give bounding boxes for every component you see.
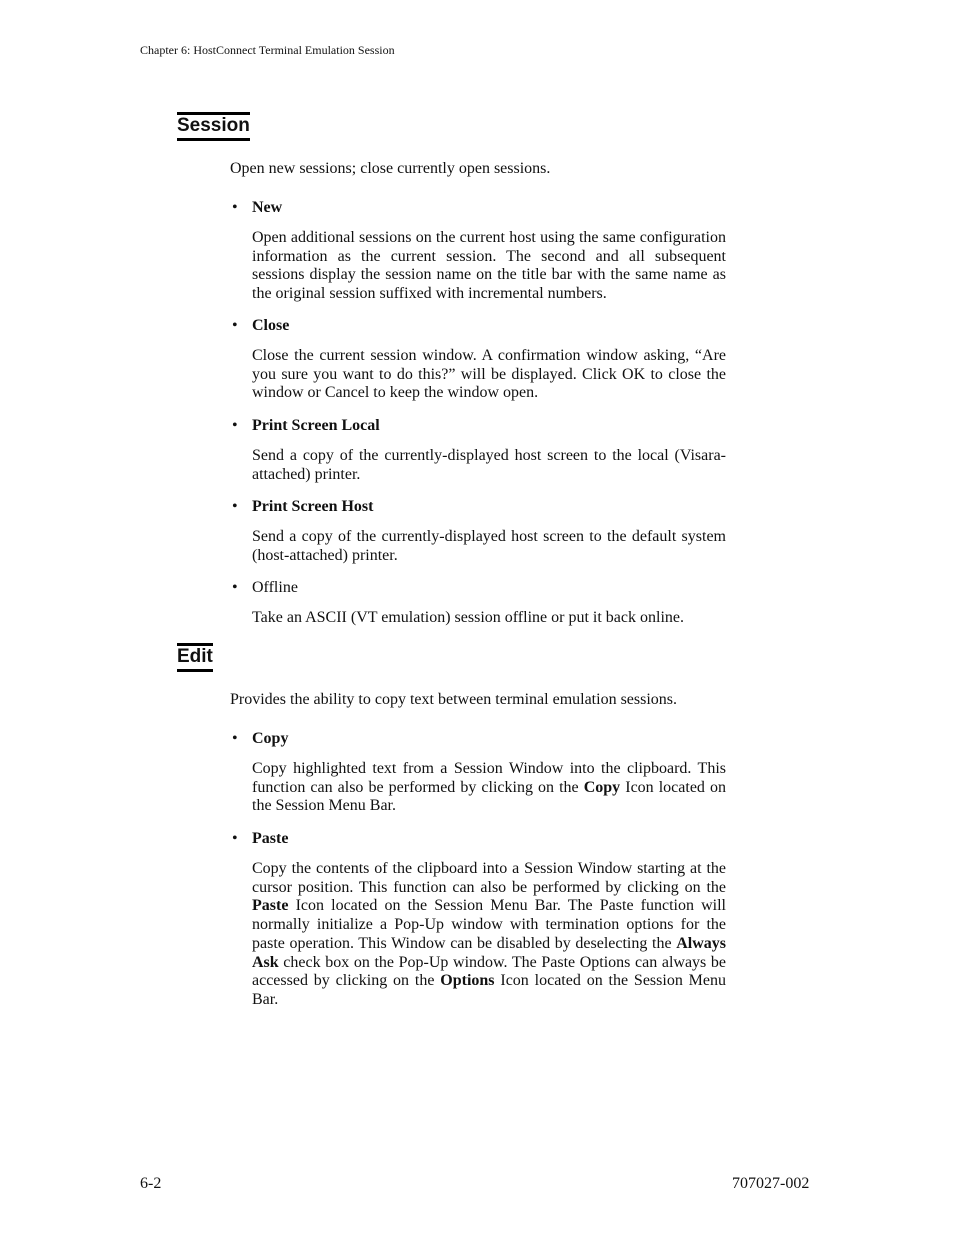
- list-item-print-screen-host: [232, 497, 373, 516]
- desc-bold: Copy: [583, 778, 621, 796]
- section-heading-edit: Edit: [177, 643, 213, 672]
- desc-text: check box on the Pop-Up window. The Paste Options can always be accessed by clicking on the: [252, 953, 726, 990]
- term-label: New: [252, 199, 283, 216]
- bullet-icon: •: [232, 830, 238, 847]
- list-item-copy: [232, 729, 288, 748]
- section-heading-session: Session: [177, 112, 250, 141]
- document-number: 707027-002: [732, 1175, 810, 1192]
- running-head: Chapter 6: HostConnect Terminal Emulation Session: [140, 43, 395, 57]
- bullet-icon: •: [232, 498, 238, 515]
- term-label: Offline: [252, 579, 298, 596]
- desc-text: Icon located on the Session Menu Bar.: [252, 778, 726, 815]
- item-description: Close the current session window. A confirmation window asking, “Are you sure you want to do this?” will be displayed. Click OK to close the window or Cancel to keep the window open.: [252, 347, 726, 402]
- bullet-icon: •: [232, 730, 238, 747]
- term-label: Print Screen Local: [252, 417, 380, 434]
- desc-bold: Paste: [252, 897, 289, 915]
- desc-text: Copy highlighted text from a Session Window into the clipboard. This function can also be performed by clicking on the: [252, 760, 726, 796]
- desc-text: Copy the contents of the clipboard into a Session Window starting at the cursor position. This function can also be performed by clicking on the: [252, 860, 726, 896]
- list-item-close: [232, 316, 289, 335]
- bullet-icon: •: [232, 199, 238, 216]
- bullet-icon: •: [232, 417, 238, 434]
- term-label: Copy: [252, 730, 289, 747]
- bullet-icon: •: [232, 317, 238, 334]
- item-description: [252, 760, 726, 816]
- term-label: Paste: [252, 830, 289, 847]
- item-description: Take an ASCII (VT emulation) session offline or put it back online.: [252, 609, 684, 626]
- session-intro: Open new sessions; close currently open sessions.: [230, 160, 551, 177]
- bullet-icon: •: [232, 579, 238, 596]
- desc-text: Icon located on the Session Menu Bar. The Paste function will normally initialize a Pop-Up window with termination options for the paste operation. This Window can be disabled by deselecting the: [252, 897, 726, 952]
- list-item-paste: [232, 829, 288, 848]
- term-label: Close: [252, 317, 290, 334]
- list-item-print-screen-local: [232, 416, 380, 435]
- list-item-new: [232, 198, 282, 217]
- item-description: Send a copy of the currently-displayed host screen to the local (Visara-attached) printer.: [252, 447, 726, 483]
- desc-bold: Always Ask: [252, 934, 726, 971]
- page-number: 6-2: [140, 1175, 162, 1192]
- item-description: [252, 860, 726, 1010]
- desc-text: Icon located on the Session Menu Bar.: [252, 972, 727, 1008]
- list-item-offline: [232, 578, 298, 597]
- item-description: Open additional sessions on the current host using the same configuration information as the current session. The second and all subsequent sessions display the session name on the title bar with the same name as the original session suffixed with incremental numbers.: [252, 229, 726, 303]
- edit-intro: Provides the ability to copy text between terminal emulation sessions.: [230, 691, 678, 708]
- desc-bold: Options: [440, 972, 495, 990]
- term-label: Print Screen Host: [252, 498, 374, 515]
- item-description: Send a copy of the currently-displayed host screen to the default system (host-attached) printer.: [252, 528, 726, 564]
